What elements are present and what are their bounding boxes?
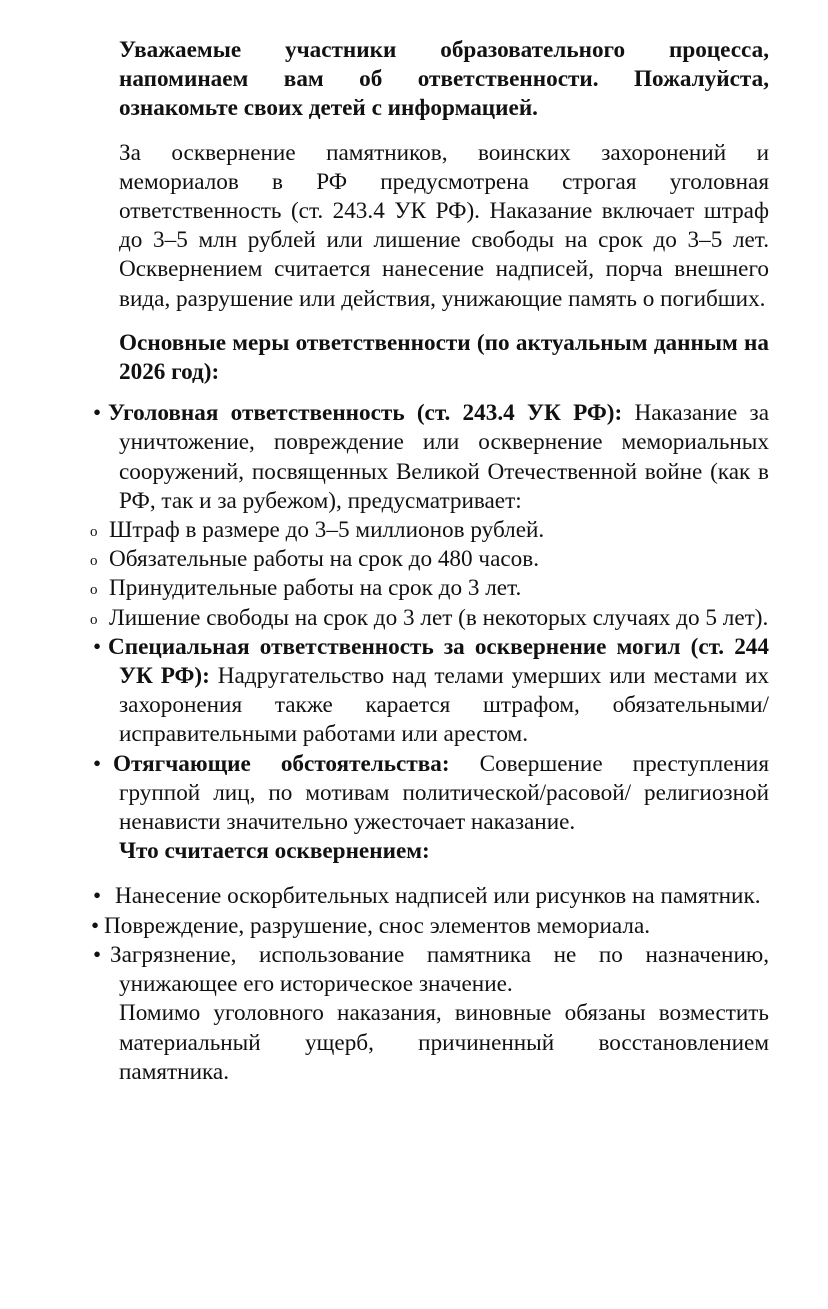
bullet-marker: • xyxy=(93,883,102,910)
list-item-inscriptions xyxy=(93,882,769,911)
what-item-text: Повреждение, разрушение, снос элементов мемориала. xyxy=(104,912,651,939)
bullet-marker: • xyxy=(91,912,100,939)
list-item-damage xyxy=(91,912,769,941)
document-page xyxy=(0,36,828,1087)
sub-item-forced-work xyxy=(90,574,769,603)
circle-marker: o xyxy=(90,611,98,628)
list-item-aggravating xyxy=(93,750,769,838)
item-graves-text: Надругательство над телами умерших или местами их захоронения также карается штрафом, обязательными/исправительными работами или арестом. xyxy=(119,663,769,748)
bullet-marker: • xyxy=(93,400,102,427)
item-aggravating-title: Отягчающие обстоятельства: xyxy=(113,750,450,777)
sub-item-fine xyxy=(90,516,769,545)
list-item-graves xyxy=(93,633,769,750)
bullet-marker: • xyxy=(93,941,102,968)
what-item-text: Нанесение оскорбительных надписей или рисунков на памятник. xyxy=(115,883,761,910)
list-item-pollution xyxy=(93,941,769,999)
sub-item-mandatory-work xyxy=(90,545,769,574)
circle-marker: o xyxy=(90,524,98,541)
circle-marker: o xyxy=(90,553,98,570)
heading-measures: Основные меры ответственности (по актуальным данным на 2026 год): xyxy=(119,329,769,386)
bullet-marker: • xyxy=(93,750,102,777)
sub-item-text: Штраф в размере до 3–5 миллионов рублей. xyxy=(109,517,545,544)
sub-item-imprisonment xyxy=(90,604,769,633)
circle-marker: o xyxy=(90,582,98,599)
sub-item-text: Обязательные работы на срок до 480 часов. xyxy=(109,546,539,573)
item-criminal-title: Уголовная ответственность (ст. 243.4 УК РФ): xyxy=(108,400,623,427)
closing-paragraph: Помимо уголовного наказания, виновные обязаны возместить материальный ущерб, причиненный восстановлением памятника. xyxy=(119,1000,769,1085)
bullet-marker: • xyxy=(93,633,102,660)
paragraph-liability: За осквернение памятников, воинских захоронений и мемориалов в РФ предусмотрена строгая уголовная ответственность (ст. 243.4 УК РФ). Наказание включает штраф до 3–5 млн рублей или лишение свободы на срок до 3–5 лет. Осквернением считается нанесение надписей, порча внешнего вида, разрушение или действия, унижающие память о погибших. xyxy=(119,139,769,312)
intro-paragraph: Уважаемые участники образовательного процесса, напоминаем вам об ответственности. Пожалуйста, ознакомьте своих детей с информацией. xyxy=(119,37,769,122)
sub-item-text: Лишение свободы на срок до 3 лет (в некоторых случаях до 5 лет). xyxy=(109,604,769,631)
sub-item-text: Принудительные работы на срок до 3 лет. xyxy=(109,575,522,602)
item-graves-title: Специальная ответственность за осквернение могил (ст. 244 УК РФ): xyxy=(108,633,769,690)
heading-what-counts: Что считается осквернением: xyxy=(119,838,430,865)
what-item-text: Загрязнение, использование памятника не по назначению, унижающее его историческое значение. xyxy=(110,941,769,998)
item-aggravating-text: Совершение преступления группой лиц, по мотивам политической/расовой/ религиозной ненависти значительно ужесточает наказание. xyxy=(119,750,769,836)
list-item-criminal xyxy=(93,399,769,516)
item-criminal-text: Наказание за уничтожение, повреждение или осквернение мемориальных сооружений, посвященных Великой Отечественной войне (как в РФ, так и за рубежом), предусматривает: xyxy=(119,400,769,514)
